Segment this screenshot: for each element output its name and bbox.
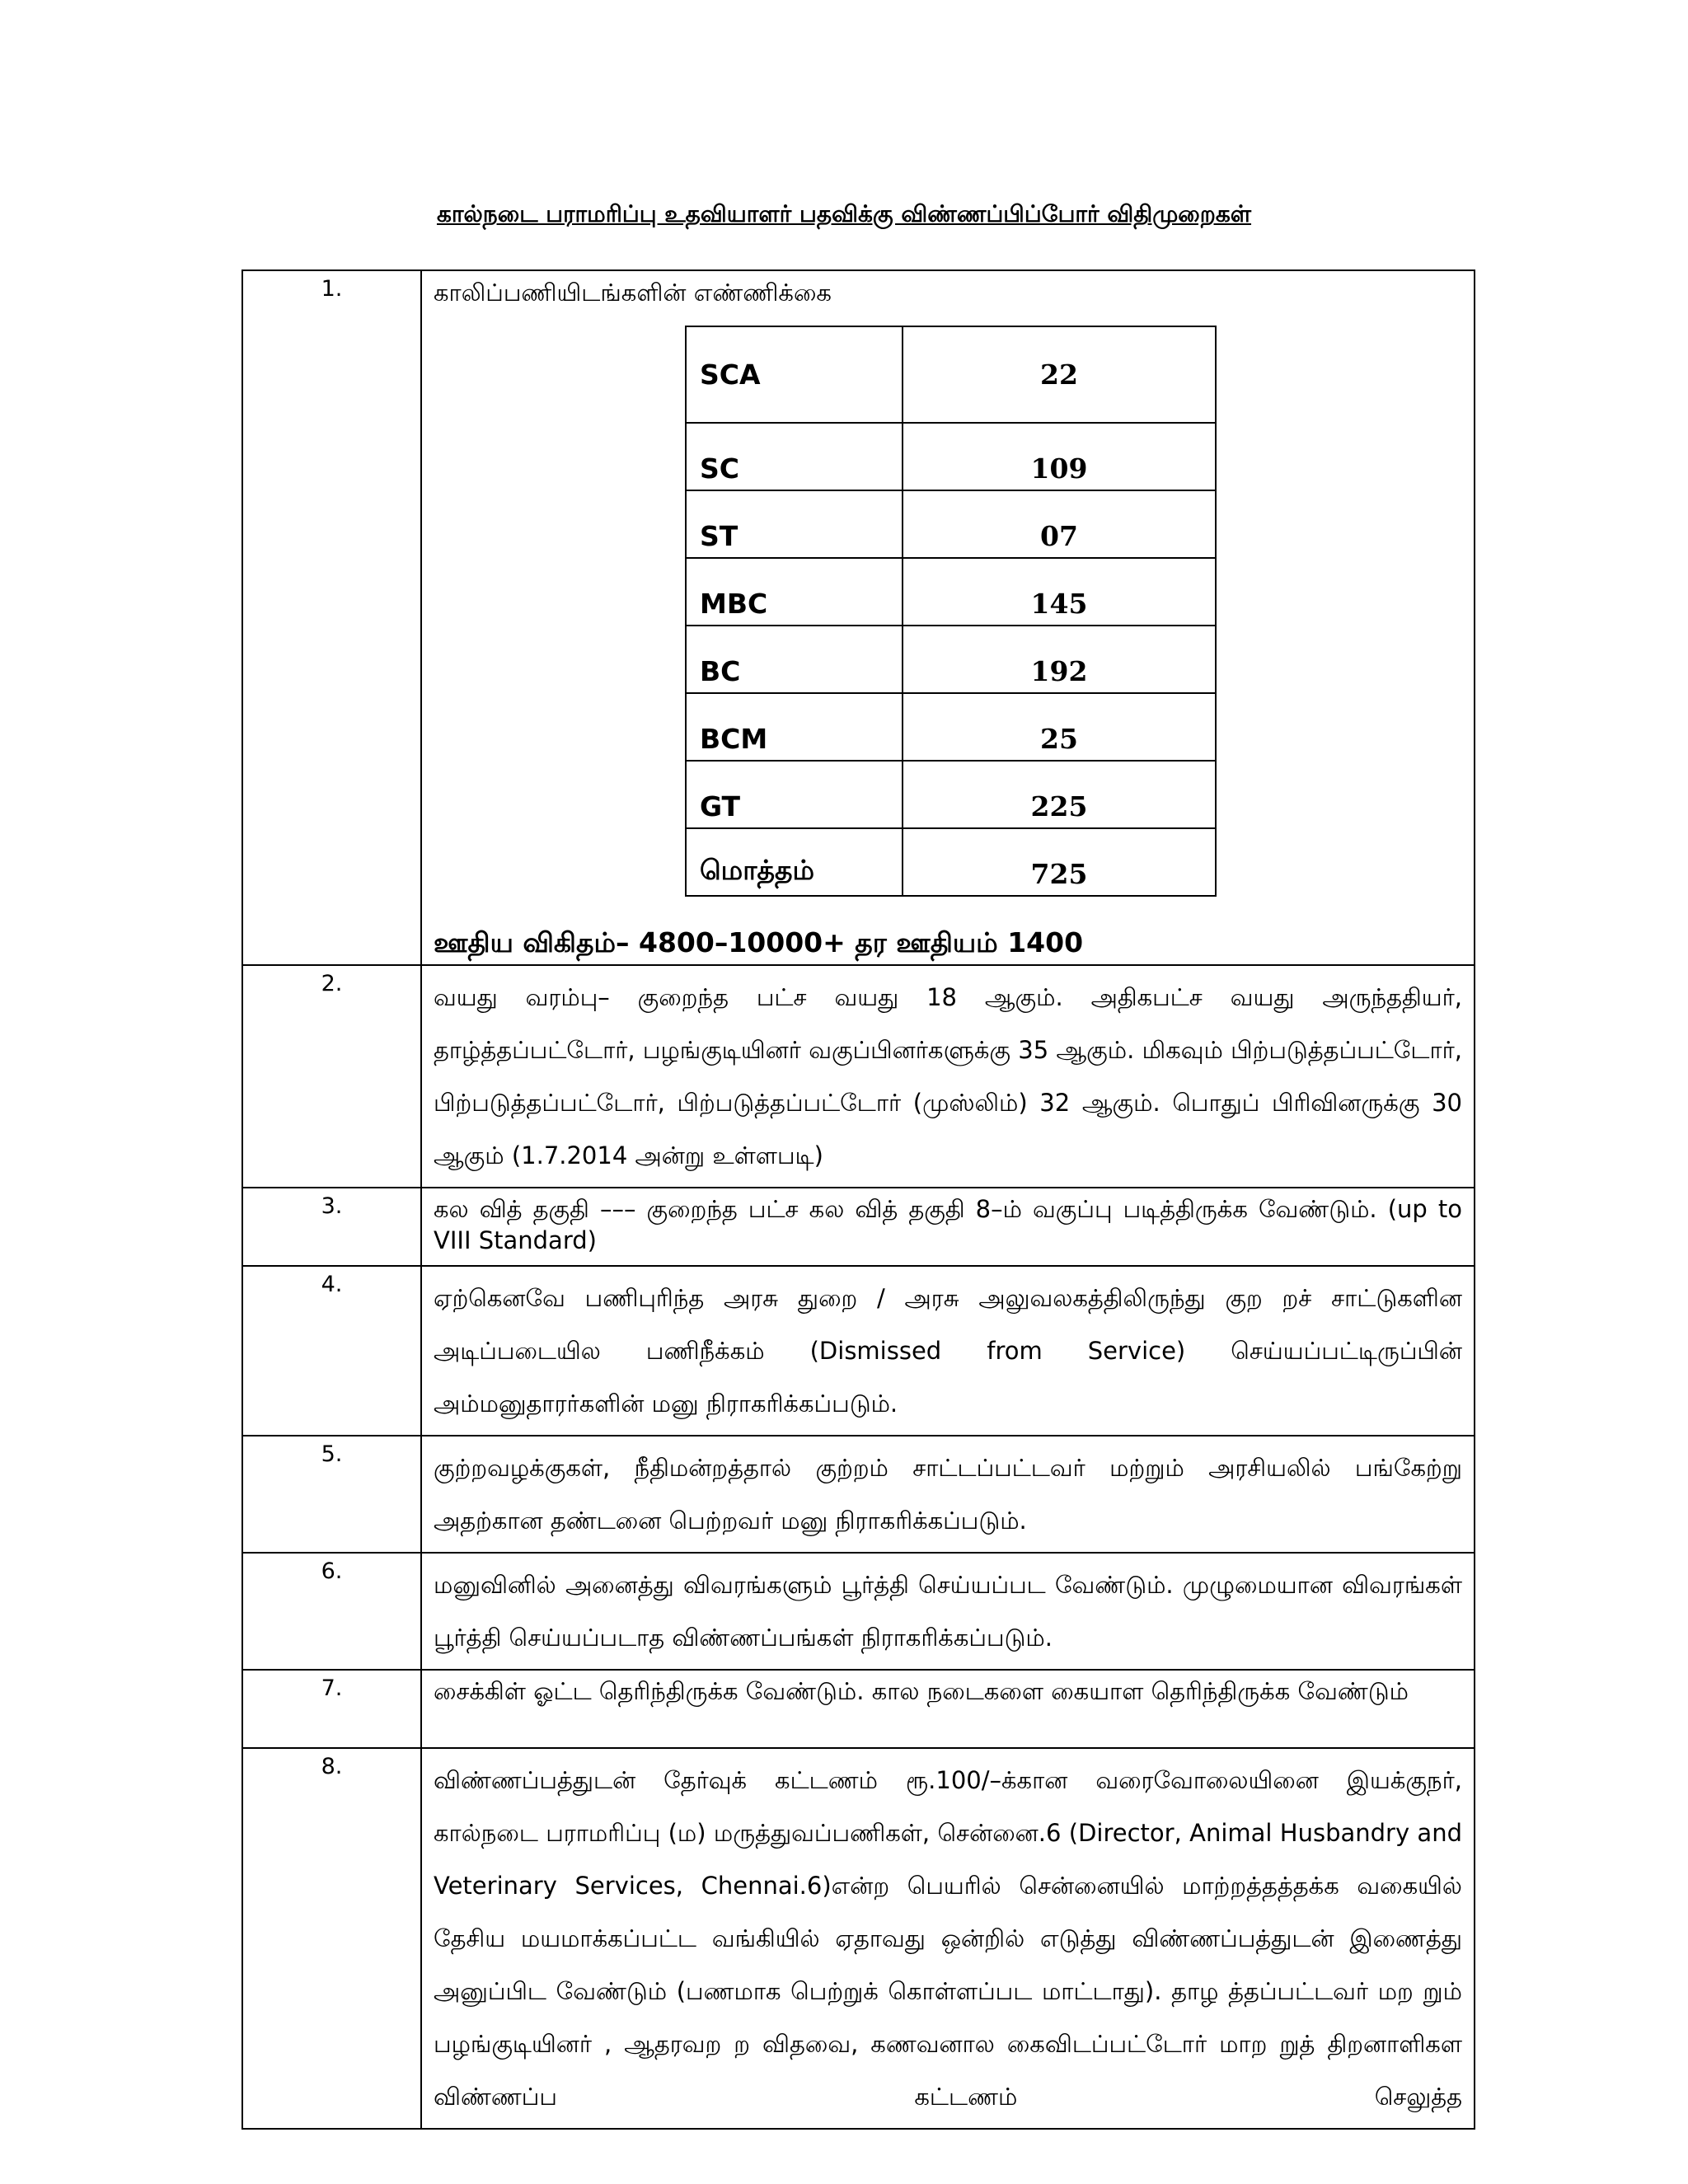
vacancy-table bbox=[685, 326, 1217, 897]
vacancy-count: 725 bbox=[903, 828, 1216, 896]
table-row bbox=[242, 1266, 1475, 1436]
row-number: 8. bbox=[242, 1748, 421, 2129]
row-content: மனுவினில் அனைத்து விவரங்களும் பூர்த்தி செய்யப்பட வேண்டும். முழுமையான விவரங்கள் பூர்த்தி செய்யப்படாத விண்ணப்பங்கள் நிராகரிக்கப்படும். bbox=[421, 1553, 1475, 1670]
rules-table bbox=[241, 269, 1475, 2130]
pay-scale: ஊதிய விகிதம்– 4800–10000+ தர ஊதியம் 1400 bbox=[434, 926, 1084, 958]
row-number: 1. bbox=[242, 270, 421, 965]
vacancy-category: MBC bbox=[686, 558, 903, 626]
vacancy-category: SC bbox=[686, 423, 903, 490]
vacancy-count: 22 bbox=[903, 326, 1216, 423]
row-content: வயது வரம்பு– குறைந்த பட்ச வயது 18 ஆகும். அதிகபட்ச வயது அருந்ததியர், தாழ்த்தப்பட்டோர், பழங்குடியினர் வகுப்பினர்களுக்கு 35 ஆகும். மிகவும் பிற்படுத்தப்பட்டோர், பிற்படுத்தப்பட்டோர், பிற்படுத்தப்பட்டோர் (முஸ்லிம்) 32 ஆகும். பொதுப் பிரிவினருக்கு 30 ஆகும் (1.7.2014 அன்று உள்ளபடி) bbox=[421, 965, 1475, 1188]
vacancy-count: 192 bbox=[903, 626, 1216, 693]
row-content: சைக்கிள் ஓட்ட தெரிந்திருக்க வேண்டும். கால நடைகளை கையாள தெரிந்திருக்க வேண்டும் bbox=[421, 1670, 1475, 1748]
vacancy-category: BC bbox=[686, 626, 903, 693]
vacancy-category: SCA bbox=[686, 326, 903, 423]
vacancy-row bbox=[686, 326, 1216, 423]
vacancy-count: 109 bbox=[903, 423, 1216, 490]
document-title: கால்நடை பராமரிப்பு உதவியாளர் பதவிக்கு விண்ணப்பிப்போர் விதிமுறைகள் bbox=[436, 200, 1252, 227]
vacancy-row bbox=[686, 490, 1216, 558]
row-content bbox=[421, 270, 1475, 965]
table-row bbox=[242, 1748, 1475, 2129]
vacancy-row bbox=[686, 423, 1216, 490]
table-row bbox=[242, 1436, 1475, 1553]
table-row bbox=[242, 1553, 1475, 1670]
vacancy-row bbox=[686, 693, 1216, 761]
vacancy-category: BCM bbox=[686, 693, 903, 761]
table-row bbox=[242, 1670, 1475, 1748]
vacancy-row bbox=[686, 558, 1216, 626]
row-number: 5. bbox=[242, 1436, 421, 1553]
row-content: குற்றவழக்குகள், நீதிமன்றத்தால் குற்றம் சாட்டப்பட்டவர் மற்றும் அரசியலில் பங்கேற்று அதற்கான தண்டனை பெற்றவர் மனு நிராகரிக்கப்படும். bbox=[421, 1436, 1475, 1553]
table-row bbox=[242, 270, 1475, 965]
row-number: 7. bbox=[242, 1670, 421, 1748]
table-row bbox=[242, 965, 1475, 1188]
vacancy-category: GT bbox=[686, 761, 903, 828]
vacancy-row bbox=[686, 828, 1216, 896]
row-content: கல வித் தகுதி ––– குறைந்த பட்ச கல வித் தகுதி 8–ம் வகுப்பு படித்திருக்க வேண்டும். (up to VIII Standard) bbox=[421, 1188, 1475, 1266]
vacancy-count: 225 bbox=[903, 761, 1216, 828]
vacancy-count: 07 bbox=[903, 490, 1216, 558]
vacancy-row bbox=[686, 626, 1216, 693]
table-row bbox=[242, 1188, 1475, 1266]
vacancy-category: ST bbox=[686, 490, 903, 558]
vacancy-label: காலிப்பணியிடங்களின் எண்ணிக்கை bbox=[434, 279, 832, 307]
row-number: 4. bbox=[242, 1266, 421, 1436]
vacancy-count: 145 bbox=[903, 558, 1216, 626]
row-number: 2. bbox=[242, 965, 421, 1188]
row-number: 3. bbox=[242, 1188, 421, 1266]
row-content: விண்ணப்பத்துடன் தேர்வுக் கட்டணம் ரூ.100/–க்கான வரைவோலையினை இயக்குநர், கால்நடை பராமரிப்பு (ம) மருத்துவப்பணிகள், சென்னை.6 (Director, Animal Husbandry and Veterinary Services, Chennai.6)என்ற பெயரில் சென்னையில் மாற்றத்தத்தக்க வகையில் தேசிய மயமாக்கப்பட்ட வங்கியில் ஏதாவது ஒன்றில் எடுத்து விண்ணப்பத்துடன் இணைத்து அனுப்பிட வேண்டும் (பணமாக பெற்றுக் கொள்ளப்பட மாட்டாது). தாழ த்தப்பட்டவர் மற றும் பழங்குடியினர் , ஆதரவற ற விதவை, கணவனால கைவிடப்பட்டோர் மாற றுத் திறனாளிகள விண்ணப்ப கட்டணம் செலுத்த bbox=[421, 1748, 1475, 2129]
row-number: 6. bbox=[242, 1553, 421, 1670]
vacancy-category: மொத்தம் bbox=[686, 828, 903, 896]
vacancy-row bbox=[686, 761, 1216, 828]
row-content: ஏற்கெனவே பணிபுரிந்த அரசு துறை / அரசு அலுவலகத்திலிருந்து குற றச் சாட்டுகளின அடிப்படையில பணிநீக்கம் (Dismissed from Service) செய்யப்பட்டிருப்பின் அம்மனுதாரர்களின் மனு நிராகரிக்கப்படும். bbox=[421, 1266, 1475, 1436]
vacancy-count: 25 bbox=[903, 693, 1216, 761]
